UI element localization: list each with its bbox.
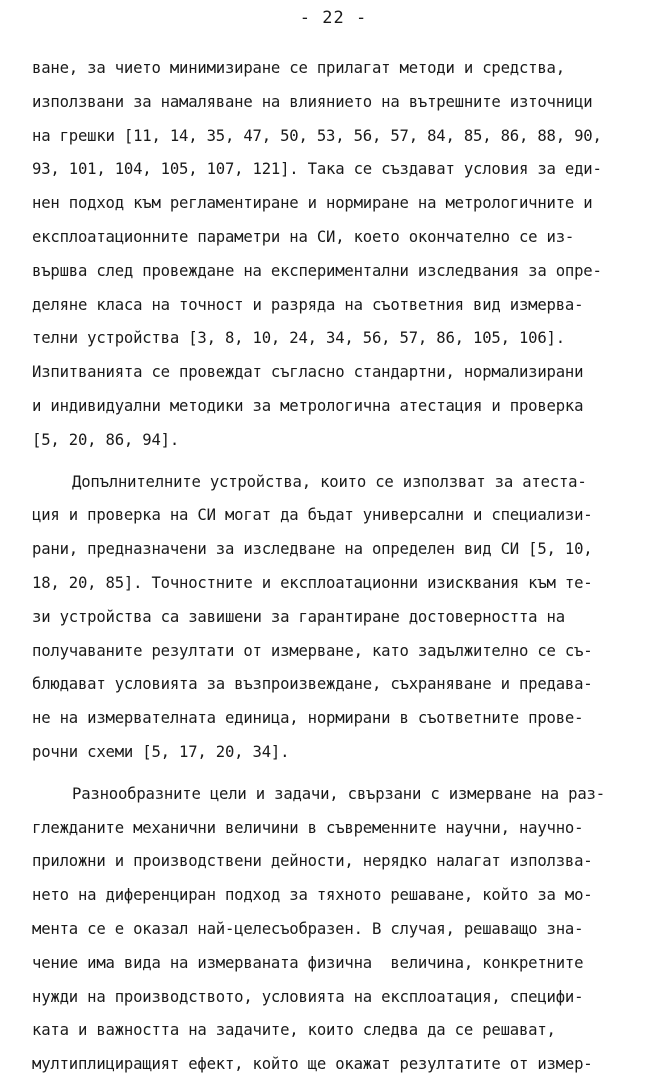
paragraph-gap (32, 770, 652, 778)
text-line: Изпитванията се провеждат съгласно стандартни, нормализирани (32, 363, 584, 382)
text-line: Разнообразните цели и задачи, свързани с измерване на раз- (72, 784, 605, 803)
text-line: на грешки [11, 14, 35, 47, 50, 53, 56, 57, 84, 85, 86, 88, 90, (32, 126, 602, 145)
text-line: вършва след провеждане на експериментални изследвания за опре- (32, 261, 602, 280)
text-line: използвани за намаляване на влиянието на вътрешните източници (32, 92, 593, 111)
text-line: приложни и производствени дейности, нерядко налагат използва- (32, 852, 593, 871)
text-line: телни устройства [3, 8, 10, 24, 34, 56, 57, 86, 105, 106]. (32, 329, 565, 348)
text-line: нето на диференциран подход за тяхното решаване, който за мо- (32, 886, 593, 905)
text-line: 18, 20, 85]. Точностните и експлоатационни изисквания към те- (32, 573, 593, 592)
page-number: - 22 - (299, 8, 368, 28)
text-line: мултиплициращият ефект, който ще окажат резултатите от измер- (32, 1055, 593, 1074)
text-line: нен подход към регламентиране и нормиране на метрологичните и (32, 194, 593, 213)
text-line: рочни схеми [5, 17, 20, 34]. (32, 742, 290, 761)
paragraph (32, 52, 652, 458)
paragraph-gap (32, 458, 652, 466)
text-line: рани, предназначени за изследване на определен вид СИ [5, 10, (32, 540, 593, 559)
text-line: ция и проверка на СИ могат да бъдат универсални и специализи- (32, 506, 593, 525)
text-line: получаваните резултати от измерване, като задължително се съ- (32, 641, 593, 660)
text-line: чение има вида на измерваната физична величина, конкретните (32, 953, 584, 972)
paragraph (32, 778, 652, 1082)
text-line: нужди на производството, условията на експлоатация, специфи- (32, 987, 584, 1006)
text-line: мента се е оказал най-целесъобразен. В случая, решаващо зна- (32, 919, 584, 938)
body-text (32, 52, 652, 1082)
text-line: 93, 101, 104, 105, 107, 121]. Така се създават условия за еди- (32, 160, 602, 179)
text-line: Допълнителните устройства, които се използват за атеста- (72, 472, 587, 491)
text-line: не на измервателната единица, нормирани в съответните прове- (32, 709, 584, 728)
text-line: [5, 20, 86, 94]. (32, 430, 180, 449)
text-line: експлоатационните параметри на СИ, което окончателно се из- (32, 227, 575, 246)
text-line: глежданите механични величини в съвременните научни, научно- (32, 818, 584, 837)
text-line: деляне класа на точност и разряда на съответния вид измерва- (32, 295, 584, 314)
text-line: зи устройства са завишени за гарантиране достоверността на (32, 607, 565, 626)
text-line: и индивидуални методики за метрологична атестация и проверка (32, 396, 584, 415)
text-line: блюдават условията за възпроизвеждане, съхраняване и предава- (32, 675, 593, 694)
text-line: ката и важността на задачите, които следва да се решават, (32, 1021, 556, 1040)
paragraph (32, 466, 652, 770)
text-line: ване, за чието минимизиране се прилагат методи и средства, (32, 59, 565, 77)
